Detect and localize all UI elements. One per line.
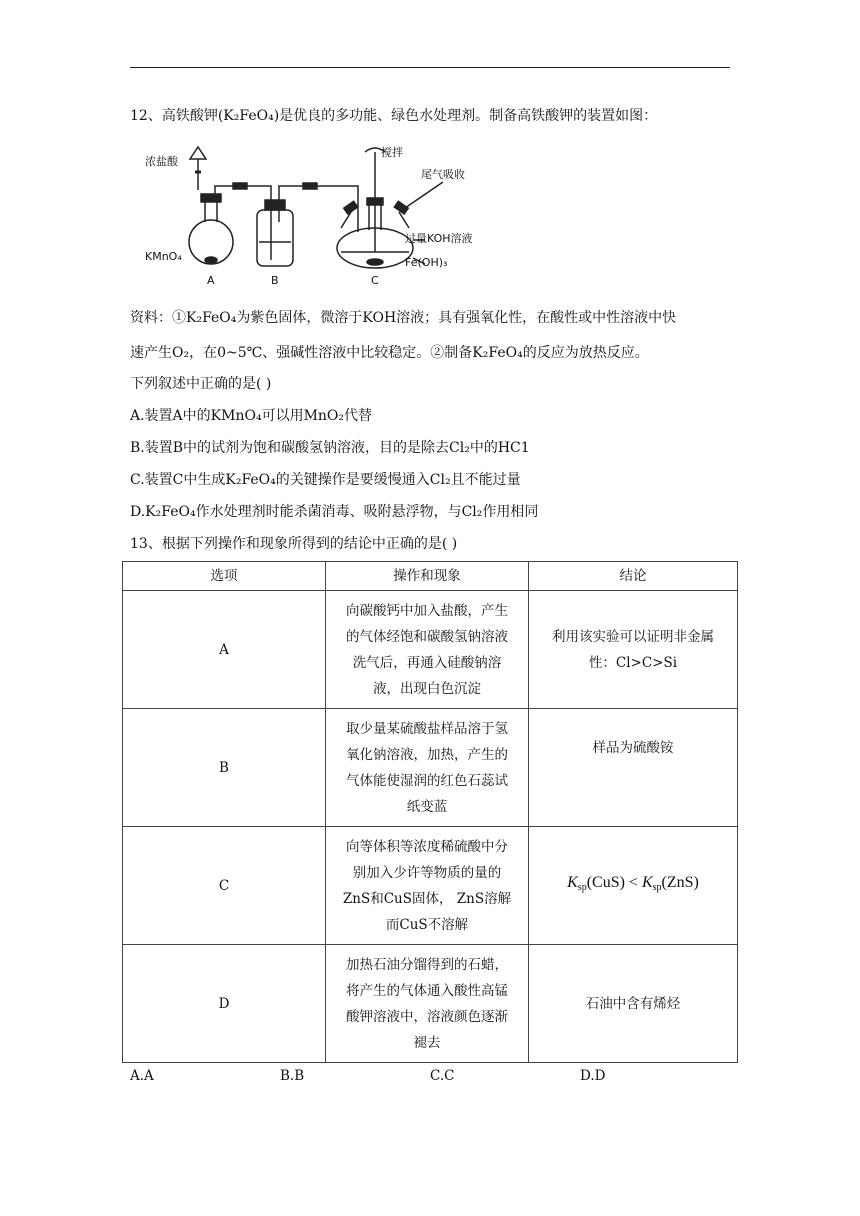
label-koh: 过量KOH溶液 <box>405 232 473 245</box>
row-operation: 取少量某硫酸盐样品溶于氢 氧化钠溶液，加热，产生的 气体能使湿润的红色石蕊试 纸变蓝 <box>326 709 529 827</box>
row-conclusion: 样品为硫酸铵 <box>529 709 738 827</box>
row-operation: 加热石油分馏得到的石蜡， 将产生的气体通入酸性高锰 酸钾溶液中，溶液颜色逐渐 褪去 <box>326 945 529 1063</box>
answer-d: D.D <box>580 1068 606 1084</box>
header-conclusion: 结论 <box>529 562 738 591</box>
row-operation: 向等体积等浓度稀硫酸中分 别加入少许等物质的量的 ZnS和CuS固体， ZnS溶解 而CuS不溶解 <box>326 827 529 945</box>
row-option: D <box>123 945 326 1063</box>
table-row <box>123 709 738 827</box>
q13-question: 13、根据下列操作和现象所得到的结论中正确的是( ) <box>130 536 458 552</box>
label-feoh3: Fe(OH)₃ <box>405 256 448 269</box>
label-c: C <box>371 274 379 287</box>
answer-c: C.C <box>430 1068 455 1084</box>
row-conclusion: 石油中含有烯烃 <box>529 945 738 1063</box>
q12-option-c: C.装置C中生成K₂FeO₄的关键操作是要缓慢通入Cl₂且不能过量 <box>130 472 521 488</box>
label-tail-gas: 尾气吸收 <box>421 168 465 181</box>
answer-b: B.B <box>280 1068 305 1084</box>
material-line-2: 速产生O₂，在0~5℃、强碱性溶液中比较稳定。②制备K₂FeO₄的反应为放热反应。 <box>130 345 649 361</box>
q12-question: 下列叙述中正确的是( ) <box>130 376 272 392</box>
material-line-1: 资料：①K₂FeO₄为紫色固体，微溶于KOH溶液；具有强氧化性，在酸性或中性溶液中快 <box>130 310 677 326</box>
header-option: 选项 <box>123 562 326 591</box>
q12-option-a: A.装置A中的KMnO₄可以用MnO₂代替 <box>130 408 373 424</box>
row-conclusion: 利用该实验可以证明非金属 性：Cl>C>Si <box>529 591 738 709</box>
table-row <box>123 945 738 1063</box>
row-operation: 向碳酸钙中加入盐酸，产生 的气体经饱和碳酸氢钠溶液 洗气后，再通入硅酸钠溶 液，出现白色沉淀 <box>326 591 529 709</box>
answer-a: A.A <box>130 1068 154 1084</box>
label-hcl: 浓盐酸 <box>145 155 178 168</box>
label-a: A <box>207 274 215 287</box>
label-kmno4: KMnO₄ <box>145 250 182 263</box>
q13-table <box>122 561 738 1063</box>
q12-intro: 12、高铁酸钾(K₂FeO₄)是优良的多功能、绿色水处理剂。制备高铁酸钾的装置如图： <box>130 108 658 124</box>
row-option: A <box>123 591 326 709</box>
q12-option-b: B.装置B中的试剂为饱和碳酸氢钠溶液，目的是除去Cl₂中的HC1 <box>130 440 530 456</box>
row-option: B <box>123 709 326 827</box>
row-option: C <box>123 827 326 945</box>
label-stir: 搅拌 <box>381 146 403 159</box>
table-row <box>123 591 738 709</box>
table-row <box>123 827 738 945</box>
table-header-row <box>123 562 738 591</box>
apparatus-diagram <box>143 142 485 288</box>
label-b: B <box>271 274 279 287</box>
row-conclusion-ksp: Ksp(CuS) < Ksp(ZnS) <box>529 827 738 945</box>
header-rule <box>130 67 730 68</box>
header-operation: 操作和现象 <box>326 562 529 591</box>
q12-option-d: D.K₂FeO₄作水处理剂时能杀菌消毒、吸附悬浮物，与Cl₂作用相同 <box>130 504 539 520</box>
